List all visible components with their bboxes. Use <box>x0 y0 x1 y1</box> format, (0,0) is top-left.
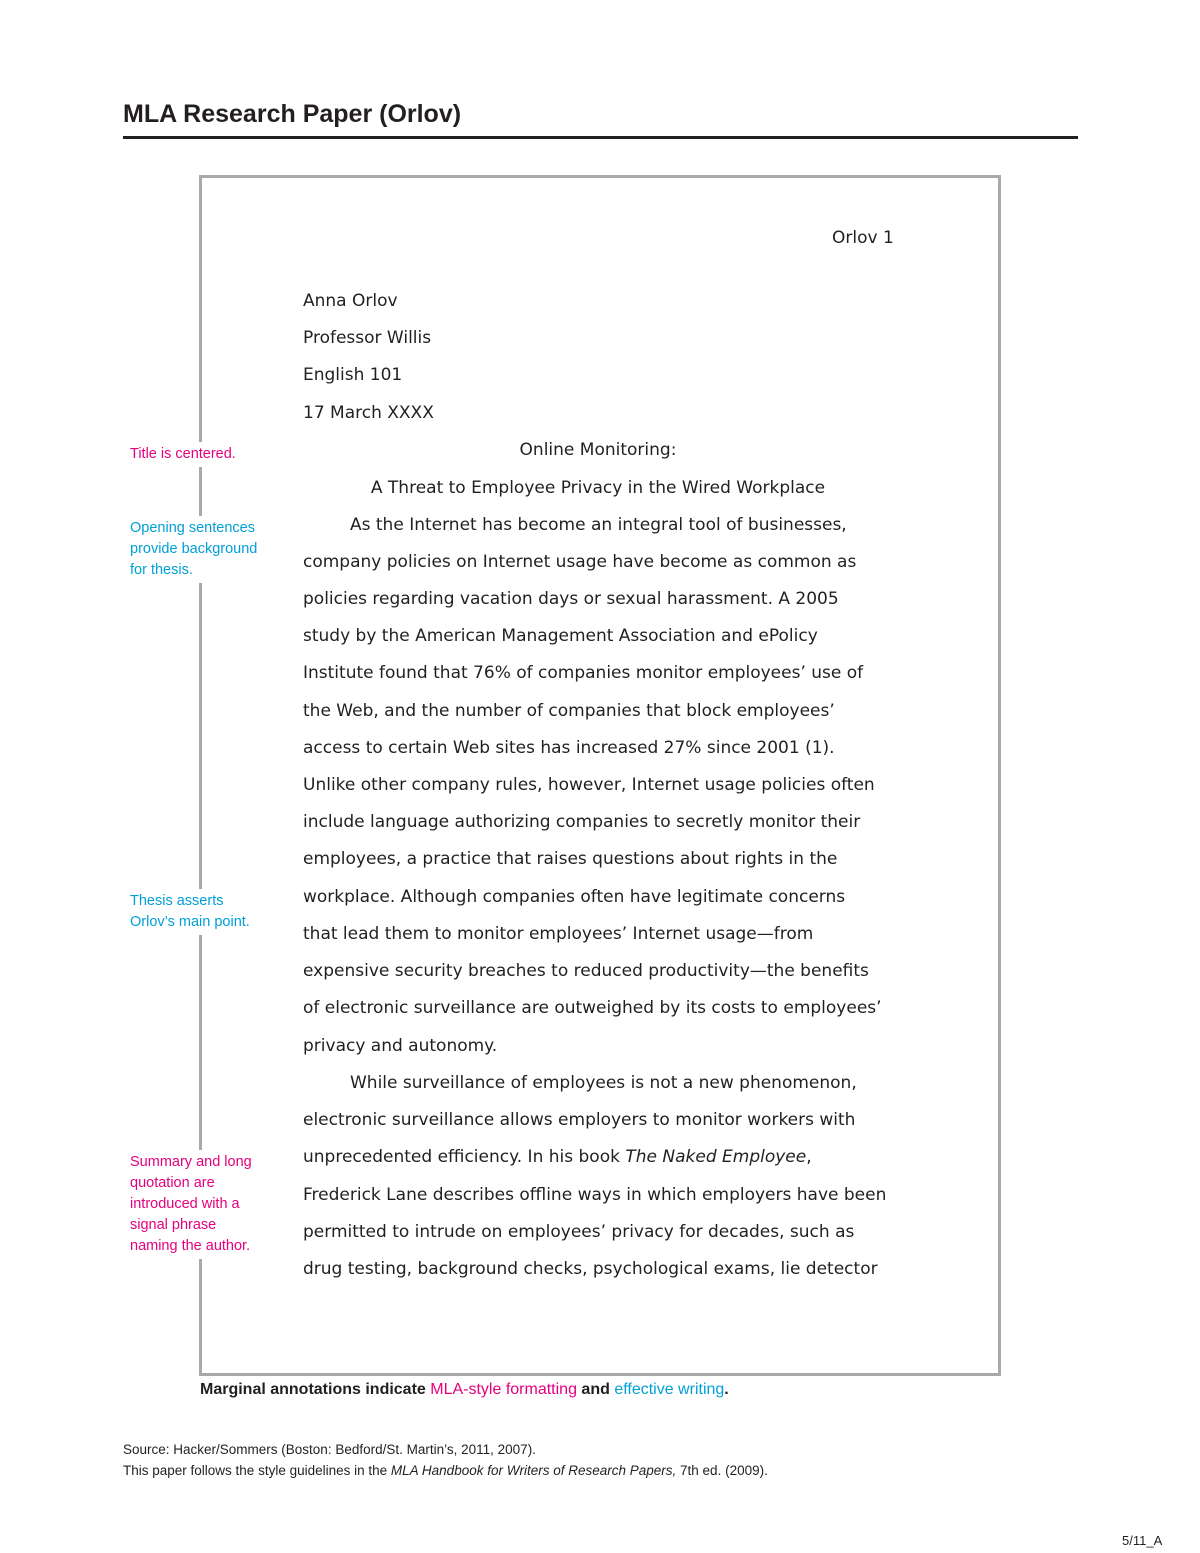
annotation-thesis <box>130 889 252 935</box>
body-line-21: drug testing, background checks, psychological exams, lie detector <box>303 1259 878 1279</box>
body-line-1: As the Internet has become an integral tool of businesses, <box>350 515 847 535</box>
body-line-18-comma: , <box>806 1147 812 1167</box>
body-line-11: workplace. Although companies often have legitimate concerns <box>303 887 846 907</box>
body-line-16: While surveillance of employees is not a new phenomenon, <box>350 1073 857 1093</box>
body-line-20: permitted to intrude on employees’ privacy for decades, such as <box>303 1222 855 1242</box>
body-line-6: the Web, and the number of companies that block employees’ <box>303 701 835 721</box>
body-line-12: that lead them to monitor employees’ Internet usage—from <box>303 924 814 944</box>
annotation-summary-quotation <box>130 1150 254 1259</box>
annotation-line: Thesis asserts <box>130 893 224 909</box>
body-line-18-text: unprecedented efficiency. In his book <box>303 1147 626 1167</box>
annotation-line: quotation are <box>130 1175 215 1191</box>
body-line-7: access to certain Web sites has increased 27% since 2001 (1). <box>303 738 835 758</box>
annotation-line: Title is centered. <box>130 446 236 462</box>
annotation-line: Summary and long <box>130 1154 252 1170</box>
body-line-10: employees, a practice that raises questions about rights in the <box>303 849 838 869</box>
body-line-14: of electronic surveillance are outweighed by its costs to employees’ <box>303 998 882 1018</box>
annotation-opening-sentences <box>130 516 259 583</box>
body-line-5: Institute found that 76% of companies monitor employees’ use of <box>303 663 864 683</box>
body-line-2: company policies on Internet usage have become as common as <box>303 552 857 572</box>
heading-professor: Professor Willis <box>303 328 432 348</box>
body-line-17: electronic surveillance allows employers to monitor workers with <box>303 1110 856 1130</box>
running-head-page-number: Orlov 1 <box>832 228 894 248</box>
style-suffix: 7th ed. (2009). <box>676 1463 768 1478</box>
annotation-line: provide background <box>130 541 258 557</box>
annotation-line: for thesis. <box>130 562 193 578</box>
annotation-line: signal phrase <box>130 1217 217 1233</box>
paper-title-line-2: A Threat to Employee Privacy in the Wired Workplace <box>370 478 826 498</box>
annotation-line: naming the author. <box>130 1238 251 1254</box>
source-credit: Source: Hacker/Sommers (Boston: Bedford/St. Martin’s, 2011, 2007). <box>123 1442 536 1457</box>
heading-date: 17 March XXXX <box>303 403 434 423</box>
body-line-9: include language authorizing companies to secretly monitor their <box>303 812 861 832</box>
caption-prefix: Marginal annotations indicate <box>200 1381 431 1398</box>
caption-end: . <box>724 1381 729 1398</box>
document-code: 5/11_A <box>1122 1533 1163 1548</box>
body-line-18 <box>303 1147 903 1167</box>
style-guideline-note <box>123 1463 768 1478</box>
page-title: MLA Research Paper (Orlov) <box>123 100 462 128</box>
annotation-line: Opening sentences <box>130 520 255 536</box>
paper-title-line-1: Online Monitoring: <box>519 440 677 460</box>
body-line-3: policies regarding vacation days or sexual harassment. A 2005 <box>303 589 839 609</box>
annotation-line: Orlov’s main point. <box>130 914 250 930</box>
annotation-line: introduced with a <box>130 1196 240 1212</box>
body-line-8: Unlike other company rules, however, Internet usage policies often <box>303 775 875 795</box>
heading-course: English 101 <box>303 365 403 385</box>
book-title: The Naked Employee <box>625 1147 807 1167</box>
body-line-19: Frederick Lane describes offline ways in which employers have been <box>303 1185 887 1205</box>
handbook-title: MLA Handbook for Writers of Research Papers, <box>390 1463 677 1478</box>
annotation-title-centered <box>130 442 238 467</box>
caption-and: and <box>576 1381 615 1398</box>
body-line-13: expensive security breaches to reduced productivity—the benefits <box>303 961 869 981</box>
body-line-4: study by the American Management Association and ePolicy <box>303 626 818 646</box>
body-line-15: privacy and autonomy. <box>303 1036 498 1056</box>
style-prefix: This paper follows the style guidelines in the <box>123 1463 391 1478</box>
figure-caption <box>200 1381 729 1399</box>
heading-author: Anna Orlov <box>303 291 398 311</box>
caption-effective-writing: effective writing <box>614 1381 725 1398</box>
caption-mla-formatting: MLA-style formatting <box>430 1381 577 1398</box>
title-rule <box>123 136 1078 139</box>
